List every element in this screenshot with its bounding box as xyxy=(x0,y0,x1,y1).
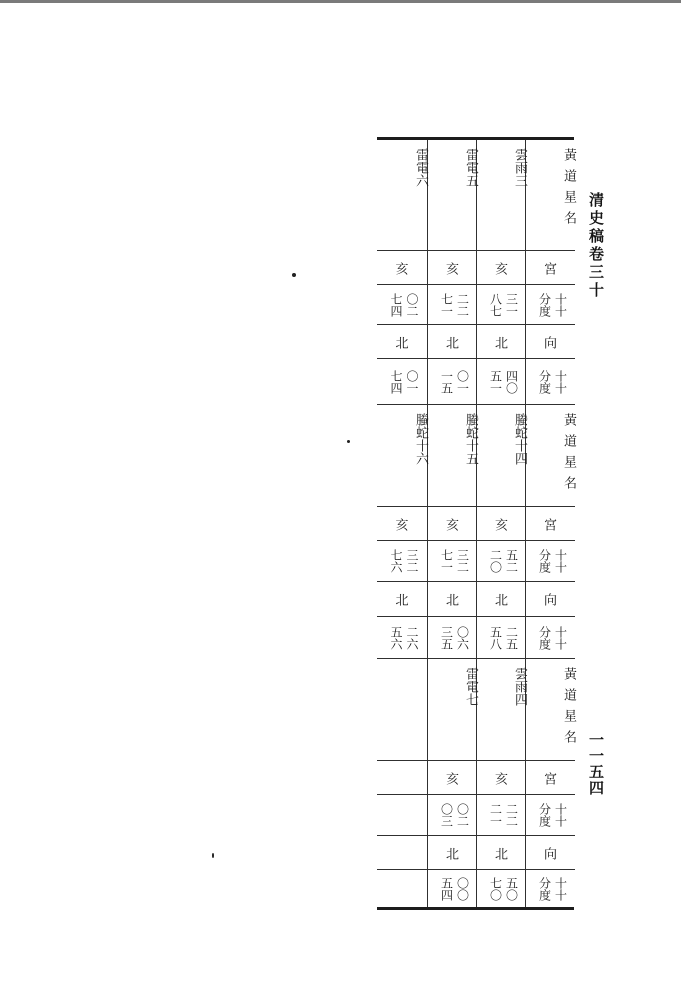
table-cell xyxy=(377,404,427,506)
direction: 北 xyxy=(494,336,508,351)
latitude-deg-min: 〇〇五四 xyxy=(439,876,470,901)
table-cell xyxy=(428,358,477,404)
latitude-deg-min: 十十分度 xyxy=(537,876,568,901)
star-name: 雷電五 xyxy=(463,148,478,187)
table-cell xyxy=(428,140,477,250)
longitude-deg-min: 三二七一 xyxy=(439,549,470,573)
table-cell xyxy=(477,658,526,760)
table-column xyxy=(377,140,427,907)
table-column xyxy=(476,140,526,907)
palace: 宮 xyxy=(543,262,557,277)
table-cell xyxy=(377,616,427,658)
table-cell xyxy=(526,404,575,506)
longitude-deg-min: 三一八七 xyxy=(488,292,519,317)
table-cell xyxy=(477,140,526,250)
palace: 亥 xyxy=(395,262,409,277)
speck xyxy=(292,273,296,277)
longitude-deg-min: 二二二一 xyxy=(488,803,519,827)
longitude-deg-min: 三二七六 xyxy=(389,549,419,573)
table-cell xyxy=(526,794,575,835)
palace: 宮 xyxy=(543,772,557,787)
longitude-deg-min: 〇二〇三 xyxy=(439,803,470,827)
direction: 北 xyxy=(445,336,459,351)
speck xyxy=(347,440,350,443)
table-cell xyxy=(526,324,575,358)
table-cell xyxy=(477,506,526,540)
table-cell xyxy=(477,794,526,835)
table-cell xyxy=(526,506,575,540)
star-name: 雷電七 xyxy=(463,667,478,706)
star-name: 雷電六 xyxy=(413,148,428,187)
table-cell xyxy=(377,358,427,404)
page-header-title: 清史稿卷三十 xyxy=(587,192,605,300)
table-cell xyxy=(377,250,427,284)
longitude-deg-min xyxy=(384,801,420,829)
latitude-deg-min: 十十分度 xyxy=(537,625,568,650)
table-cell xyxy=(428,506,477,540)
table-cell xyxy=(377,506,427,540)
table-cell xyxy=(477,250,526,284)
direction: 向 xyxy=(543,847,557,862)
table-cell xyxy=(526,540,575,581)
direction: 北 xyxy=(395,336,409,351)
table-cell xyxy=(526,581,575,616)
table-cell xyxy=(377,324,427,358)
latitude-deg-min: 四〇五一 xyxy=(488,369,519,394)
table-cell xyxy=(477,284,526,324)
table-cell xyxy=(428,324,477,358)
direction: 北 xyxy=(494,593,508,609)
palace: 亥 xyxy=(494,518,508,533)
page-top-rule xyxy=(0,0,681,3)
star-name: 螣蛇十六 xyxy=(413,413,428,465)
table-cell xyxy=(428,869,477,907)
star-name: 螣蛇十五 xyxy=(463,413,478,465)
palace: 亥 xyxy=(494,772,508,787)
table-cell xyxy=(428,404,477,506)
latitude-deg-min: 十十分度 xyxy=(537,369,568,394)
longitude-deg-min: 二二七一 xyxy=(439,292,470,317)
table-cell xyxy=(377,658,427,760)
latitude-deg-min: 二五五八 xyxy=(488,625,519,650)
star-catalog-table xyxy=(377,137,574,910)
table-cell xyxy=(526,284,575,324)
table-cell xyxy=(477,869,526,907)
table-cell xyxy=(377,284,427,324)
star-name: 黃道星名 xyxy=(561,148,576,232)
table-cell xyxy=(377,540,427,581)
table-cell xyxy=(428,794,477,835)
latitude-deg-min: 〇一一五 xyxy=(439,369,470,394)
table-cell xyxy=(477,581,526,616)
table-cell xyxy=(377,140,427,250)
table-cell xyxy=(526,835,575,869)
star-name: 黃道星名 xyxy=(561,413,576,497)
palace: 宮 xyxy=(543,518,557,533)
table-cell xyxy=(526,250,575,284)
table-cell xyxy=(477,404,526,506)
table-cell xyxy=(526,616,575,658)
latitude-deg-min xyxy=(384,875,420,903)
star-name: 螣蛇十四 xyxy=(512,413,527,465)
table-cell xyxy=(377,835,427,869)
latitude-deg-min: 〇一七四 xyxy=(389,369,419,394)
speck xyxy=(212,853,214,858)
direction: 向 xyxy=(543,336,557,351)
table-cell xyxy=(526,658,575,760)
direction: 北 xyxy=(494,847,508,862)
table-cell xyxy=(526,140,575,250)
table-cell xyxy=(428,760,477,794)
palace: 亥 xyxy=(494,262,508,277)
table-cell xyxy=(428,835,477,869)
table-cell xyxy=(377,760,427,794)
longitude-deg-min: 十十分度 xyxy=(537,803,568,827)
table-cell xyxy=(428,658,477,760)
palace: 亥 xyxy=(395,518,409,533)
star-name: 雲雨四 xyxy=(512,667,527,706)
latitude-deg-min: 五〇七〇 xyxy=(488,876,519,901)
direction: 向 xyxy=(543,593,557,609)
table-cell xyxy=(428,250,477,284)
table-cell xyxy=(477,324,526,358)
table-column xyxy=(427,140,477,907)
table-cell xyxy=(477,835,526,869)
direction: 北 xyxy=(445,847,459,862)
table-cell xyxy=(477,358,526,404)
longitude-deg-min: 〇二七四 xyxy=(389,292,419,317)
direction: 北 xyxy=(445,593,459,609)
table-cell xyxy=(428,616,477,658)
table-cell xyxy=(477,540,526,581)
table-cell xyxy=(477,760,526,794)
table-cell xyxy=(526,760,575,794)
longitude-deg-min: 五二二〇 xyxy=(488,549,519,573)
table-cell xyxy=(377,581,427,616)
longitude-deg-min: 十十分度 xyxy=(537,549,568,573)
palace: 亥 xyxy=(445,772,459,787)
table-column xyxy=(525,140,575,907)
palace: 亥 xyxy=(445,262,459,277)
longitude-deg-min: 十十分度 xyxy=(537,292,568,317)
table-cell xyxy=(526,869,575,907)
palace: 亥 xyxy=(445,518,459,533)
table-cell xyxy=(428,284,477,324)
table-cell xyxy=(428,540,477,581)
page-number: 一一五四 xyxy=(587,732,605,796)
table-cell xyxy=(477,616,526,658)
table-cell xyxy=(526,358,575,404)
table-cell xyxy=(377,869,427,907)
latitude-deg-min: 〇六三五 xyxy=(439,625,470,650)
direction: 北 xyxy=(395,593,409,609)
star-name: 雲雨三 xyxy=(512,148,527,187)
star-name: 黃道星名 xyxy=(561,667,576,751)
latitude-deg-min: 二六五六 xyxy=(389,625,419,650)
table-cell xyxy=(428,581,477,616)
table-cell xyxy=(377,794,427,835)
